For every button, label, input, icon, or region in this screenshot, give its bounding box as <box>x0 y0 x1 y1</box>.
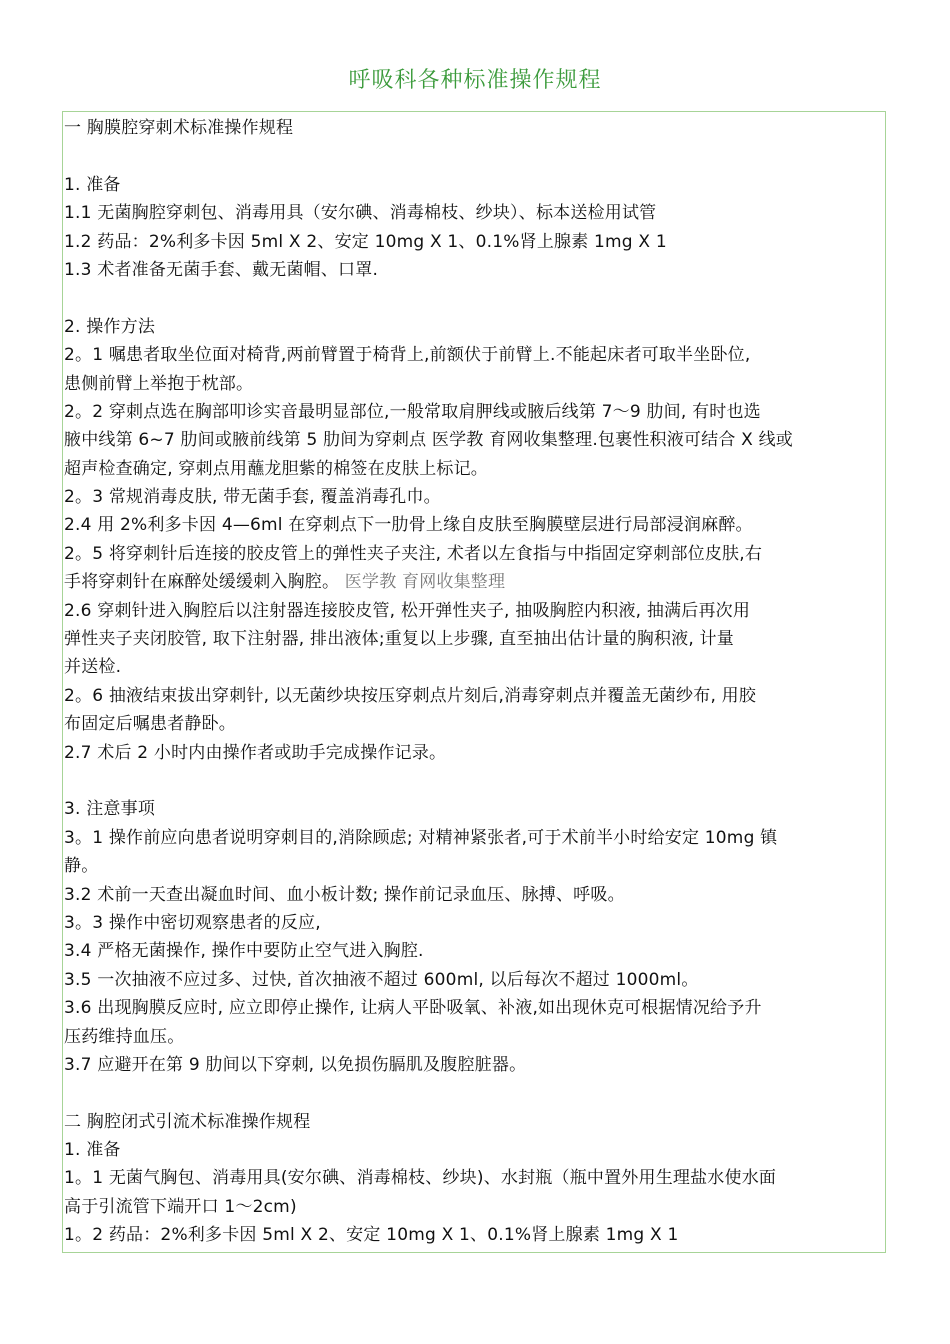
text-line <box>64 795 885 823</box>
text-line <box>64 228 885 256</box>
text-line <box>64 483 885 511</box>
text-line <box>64 256 885 284</box>
line-text: 2。1 嘱患者取坐位面对椅背,两前臂置于椅背上,前额伏于前臂上.不能起床者可取半坐卧位, <box>64 345 751 366</box>
text-line <box>64 1051 885 1079</box>
text-line <box>64 455 885 483</box>
text-line <box>64 341 885 369</box>
text-line <box>64 1221 885 1249</box>
line-text: 弹性夹子夹闭胶管, 取下注射器, 排出液体;重复以上步骤, 直至抽出估计量的胸积液, 计量 <box>64 629 734 650</box>
text-line <box>64 909 885 937</box>
text-line <box>64 881 885 909</box>
line-text: 患侧前臂上举抱于枕部。 <box>64 373 254 394</box>
blank-line <box>64 1079 885 1107</box>
line-text: 3。1 操作前应向患者说明穿刺目的,消除顾虑; 对精神紧张者,可于术前半小时给安定 10mg 镇 <box>64 827 778 848</box>
line-text: 2.7 术后 2 小时内由操作者或助手完成操作记录。 <box>64 742 447 763</box>
text-line <box>64 824 885 852</box>
text-line <box>64 313 885 341</box>
text-line <box>64 511 885 539</box>
text-line <box>64 426 885 454</box>
watermark-note: 医学教 育网收集整理 <box>339 572 506 593</box>
line-text: 高于引流管下端开口 1～2cm) <box>64 1196 297 1217</box>
line-text: 2.6 穿刺针进入胸腔后以注射器连接胶皮管, 松开弹性夹子, 抽吸胸腔内积液, 抽满后再次用 <box>64 600 751 621</box>
text-line <box>64 1136 885 1164</box>
text-line <box>64 597 885 625</box>
line-text: 1. 准备 <box>64 1140 121 1161</box>
line-text: 2。6 抽液结束拔出穿刺针, 以无菌纱块按压穿刺点片刻后,消毒穿刺点并覆盖无菌纱布, 用胶 <box>64 685 757 706</box>
document-title: 呼吸科各种标准操作规程 <box>348 68 602 93</box>
line-text: 3。3 操作中密切观察患者的反应, <box>64 912 321 933</box>
text-line <box>64 114 885 142</box>
line-text: 3.7 应避开在第 9 肋间以下穿刺, 以免损伤膈肌及腹腔脏器。 <box>64 1054 527 1075</box>
text-lines <box>63 112 885 1250</box>
text-line <box>64 653 885 681</box>
line-text: 布固定后嘱患者静卧。 <box>64 714 236 735</box>
text-line <box>64 1108 885 1136</box>
text-line <box>64 1023 885 1051</box>
line-text: 2。2 穿刺点选在胸部叩诊实音最明显部位,一般常取肩胛线或腋后线第 7～9 肋间, 有时也选 <box>64 401 761 422</box>
text-line <box>64 937 885 965</box>
text-line <box>64 199 885 227</box>
line-text: 1.3 术者准备无菌手套、戴无菌帽、口罩. <box>64 259 379 280</box>
line-text: 1。2 药品：2%利多卡因 5ml X 2、安定 10mg X 1、0.1%肾上腺素 1mg X 1 <box>64 1225 679 1246</box>
line-text: 2.4 用 2%利多卡因 4—6ml 在穿刺点下一肋骨上缘自皮肤至胸膜壁层进行局部浸润麻醉。 <box>64 515 753 536</box>
text-line <box>64 398 885 426</box>
line-text: 静。 <box>64 856 99 877</box>
line-text: 3.2 术前一天查出凝血时间、血小板计数; 操作前记录血压、脉搏、呼吸。 <box>64 884 625 905</box>
blank-line <box>64 284 885 312</box>
text-line <box>64 994 885 1022</box>
text-line <box>64 852 885 880</box>
line-text: 3.4 严格无菌操作, 操作中要防止空气进入胸腔. <box>64 941 424 962</box>
blank-line <box>64 767 885 795</box>
line-text: 一 胸膜腔穿刺术标准操作规程 <box>64 118 294 138</box>
line-text: 并送检. <box>64 657 122 678</box>
text-line <box>64 710 885 738</box>
line-text: 1.1 无菌胸腔穿刺包、消毒用具（安尔碘、消毒棉枝、纱块）、标本送检用试管 <box>64 203 657 224</box>
text-line <box>64 568 885 596</box>
line-text: 腋中线第 6~7 肋间或腋前线第 5 肋间为穿刺点 医学教 育网收集整理.包裹性积液可结合 X 线或 <box>64 430 793 451</box>
line-text: 1。1 无菌气胸包、消毒用具(安尔碘、消毒棉枝、纱块)、水封瓶（瓶中置外用生理盐水使水面 <box>64 1168 777 1189</box>
blank-line <box>64 142 885 170</box>
line-text: 手将穿刺针在麻醉处缓缓刺入胸腔。 <box>64 572 340 593</box>
text-line <box>64 1193 885 1221</box>
line-text: 3.6 出现胸膜反应时, 应立即停止操作, 让病人平卧吸氧、补液,如出现休克可根据情况给予升 <box>64 998 762 1019</box>
line-text: 二 胸腔闭式引流术标准操作规程 <box>64 1111 311 1132</box>
line-text: 3. 注意事项 <box>64 799 156 820</box>
line-text: 2. 操作方法 <box>64 316 156 337</box>
text-line <box>64 370 885 398</box>
line-text: 1. 准备 <box>64 174 121 195</box>
line-text: 2。5 将穿刺针后连接的胶皮管上的弹性夹子夹注, 术者以左食指与中指固定穿刺部位皮肤,右 <box>64 543 763 564</box>
line-text: 3.5 一次抽液不应过多、过快, 首次抽液不超过 600ml, 以后每次不超过 1000ml。 <box>64 969 699 990</box>
text-line <box>64 171 885 199</box>
text-line <box>64 540 885 568</box>
line-text: 2。3 常规消毒皮肤, 带无菌手套, 覆盖消毒孔巾。 <box>64 487 441 508</box>
content-box <box>62 111 886 1253</box>
line-text: 超声检查确定, 穿刺点用蘸龙胆紫的棉签在皮肤上标记。 <box>64 458 489 479</box>
line-text: 压药维持血压。 <box>64 1026 185 1047</box>
text-line <box>64 966 885 994</box>
text-line <box>64 739 885 767</box>
line-text: 1.2 药品：2%利多卡因 5ml X 2、安定 10mg X 1、0.1%肾上腺素 1mg X 1 <box>64 231 667 252</box>
text-line <box>64 1164 885 1192</box>
text-line <box>64 625 885 653</box>
text-line <box>64 682 885 710</box>
